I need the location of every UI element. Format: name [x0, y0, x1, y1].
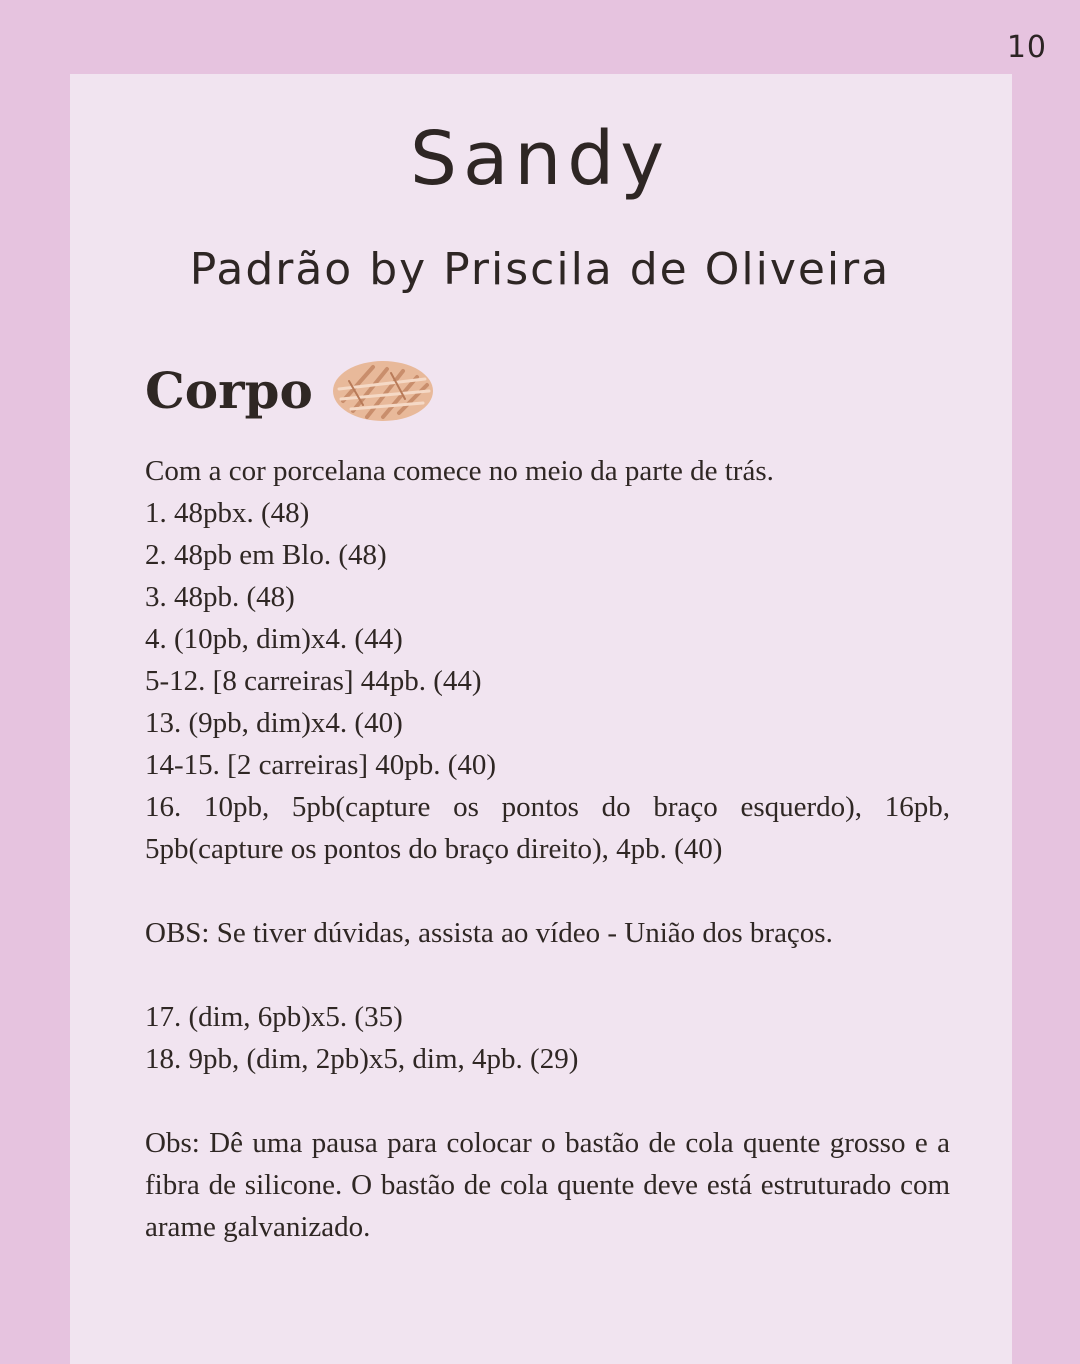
round-17: 17. (dim, 6pb)x5. (35): [145, 1001, 403, 1033]
round-3: 3. 48pb. (48): [145, 581, 295, 613]
round-14-15: 14-15. [2 carreiras] 40pb. (40): [145, 749, 497, 781]
round-16: 16. 10pb, 5pb(capture os pontos do braço esquerdo), 16pb, 5pb(capture os pontos do braço direito), 4pb. (40): [145, 791, 950, 865]
obs-stuffing-note: Obs: Dê uma pausa para colocar o bastão de cola quente grosso e a fibra de silicone. O bastão de cola quente deve está estruturado com arame galvanizado.: [145, 1127, 950, 1243]
round-5-12: 5-12. [8 carreiras] 44pb. (44): [145, 665, 482, 697]
round-18: 18. 9pb, (dim, 2pb)x5, dim, 4pb. (29): [145, 1043, 579, 1075]
intro-line: Com a cor porcelana comece no meio da parte de trás.: [145, 455, 774, 487]
section-title: Corpo: [145, 361, 313, 420]
pattern-instructions: [145, 450, 950, 1248]
page-title: Sandy: [410, 116, 670, 202]
round-2: 2. 48pb em Blo. (48): [145, 539, 387, 571]
round-1: 1. 48pbx. (48): [145, 497, 310, 529]
page-number: 10: [1006, 30, 1047, 65]
yarn-ball-icon: [329, 355, 437, 427]
section-header: [145, 355, 437, 427]
spacer: [145, 1080, 950, 1122]
spacer: [145, 954, 950, 996]
round-4: 4. (10pb, dim)x4. (44): [145, 623, 403, 655]
obs-video-note: OBS: Se tiver dúvidas, assista ao vídeo - União dos braços.: [145, 917, 833, 949]
round-13: 13. (9pb, dim)x4. (40): [145, 707, 403, 739]
page-subtitle: Padrão by Priscila de Oliveira: [189, 244, 891, 295]
spacer: [145, 870, 950, 912]
